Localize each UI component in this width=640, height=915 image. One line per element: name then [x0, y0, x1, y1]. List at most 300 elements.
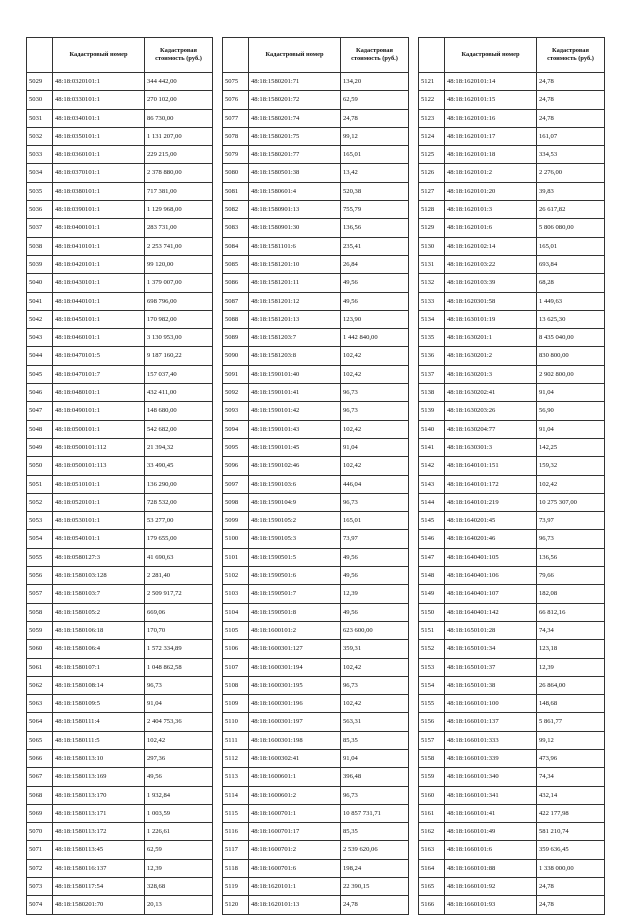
table-row [27, 292, 213, 310]
cadastral-value: 9 187 160,22 [145, 347, 213, 365]
row-number: 5114 [223, 786, 249, 804]
table-row [27, 640, 213, 658]
table-row [27, 402, 213, 420]
cadastral-value: 520,38 [341, 182, 409, 200]
table-row [223, 164, 409, 182]
row-number: 5095 [223, 438, 249, 456]
table-row [27, 859, 213, 877]
table-row [419, 768, 605, 786]
row-number: 5044 [27, 347, 53, 365]
cadastral-value: 12,39 [145, 859, 213, 877]
row-number: 5030 [27, 91, 53, 109]
table-row [419, 493, 605, 511]
table-row [419, 237, 605, 255]
table-row [27, 73, 213, 91]
cadastral-value: 96,73 [341, 786, 409, 804]
cadastral-number: 48:18:1580106:18 [53, 621, 145, 639]
cadastral-value: 830 800,00 [537, 347, 605, 365]
cadastral-number: 48:18:1581201:11 [249, 274, 341, 292]
cadastral-value: 717 381,00 [145, 182, 213, 200]
table-row [223, 658, 409, 676]
row-number: 5072 [27, 859, 53, 877]
table-row [223, 804, 409, 822]
cadastral-number: 48:18:1620101:13 [249, 896, 341, 914]
table-row [419, 695, 605, 713]
cadastral-value: 198,24 [341, 859, 409, 877]
row-number: 5144 [419, 493, 445, 511]
cadastral-number: 48:18:0510101:1 [53, 475, 145, 493]
row-number: 5039 [27, 255, 53, 273]
row-number: 5075 [223, 73, 249, 91]
table-row [27, 695, 213, 713]
cadastral-number: 48:18:1620103:39 [445, 274, 537, 292]
header-cadastral-number: Кадастровый номер [445, 38, 537, 73]
header-cadastral-number: Кадастровый номер [249, 38, 341, 73]
cadastral-number: 48:18:1581101:6 [249, 237, 341, 255]
cadastral-value: 359,31 [341, 640, 409, 658]
table-row [419, 292, 605, 310]
header-cadastral-value: Кадастровая стоимость (руб.) [145, 38, 213, 73]
table-row [27, 182, 213, 200]
table-header-row [419, 38, 605, 73]
cadastral-number: 48:18:1580113:169 [53, 768, 145, 786]
cadastral-value: 432,14 [537, 786, 605, 804]
cadastral-number: 48:18:1630204:77 [445, 420, 537, 438]
cadastral-number: 48:18:1620101:20 [445, 182, 537, 200]
row-number: 5067 [27, 768, 53, 786]
cadastral-value: 91,04 [341, 438, 409, 456]
row-number: 5147 [419, 548, 445, 566]
table-row [223, 475, 409, 493]
cadastral-number: 48:18:1590102:46 [249, 457, 341, 475]
cadastral-value: 102,42 [341, 365, 409, 383]
cadastral-number: 48:18:1620101:6 [445, 219, 537, 237]
row-number: 5102 [223, 567, 249, 585]
cadastral-number: 48:18:1581201:12 [249, 292, 341, 310]
cadastral-value: 5 806 080,00 [537, 219, 605, 237]
cadastral-number: 48:18:0400101:1 [53, 219, 145, 237]
row-number: 5150 [419, 603, 445, 621]
table-row [419, 713, 605, 731]
row-number: 5117 [223, 841, 249, 859]
row-number: 5079 [223, 146, 249, 164]
cadastral-value: 1 003,59 [145, 804, 213, 822]
cadastral-number: 48:18:1581201:10 [249, 255, 341, 273]
table-row [419, 585, 605, 603]
cadastral-number: 48:18:0440101:1 [53, 292, 145, 310]
table-row [419, 603, 605, 621]
cadastral-value: 170,70 [145, 621, 213, 639]
cadastral-value: 136,56 [537, 548, 605, 566]
table-row [223, 713, 409, 731]
cadastral-number: 48:18:1660101:137 [445, 713, 537, 731]
table-row [27, 146, 213, 164]
cadastral-number: 48:18:1580601:4 [249, 182, 341, 200]
cadastral-value: 68,28 [537, 274, 605, 292]
cadastral-number: 48:18:1600701:6 [249, 859, 341, 877]
cadastral-number: 48:18:1660101:41 [445, 804, 537, 822]
cadastral-number: 48:18:1630201:3 [445, 365, 537, 383]
table-row [223, 786, 409, 804]
table-row [419, 676, 605, 694]
table-row [223, 457, 409, 475]
row-number: 5134 [419, 310, 445, 328]
cadastral-value: 96,73 [537, 530, 605, 548]
cadastral-number: 48:18:1620101:18 [445, 146, 537, 164]
table-row [27, 237, 213, 255]
row-number: 5057 [27, 585, 53, 603]
cadastral-value: 159,32 [537, 457, 605, 475]
row-number: 5159 [419, 768, 445, 786]
cadastral-number: 48:18:1581203:8 [249, 347, 341, 365]
cadastral-value: 20,13 [145, 896, 213, 914]
cadastral-number: 48:18:1580113:45 [53, 841, 145, 859]
table-row [223, 73, 409, 91]
row-number: 5153 [419, 658, 445, 676]
cadastral-number: 48:18:0500101:112 [53, 438, 145, 456]
cadastral-value: 13,42 [341, 164, 409, 182]
cadastral-number: 48:18:1580113:172 [53, 823, 145, 841]
row-number: 5085 [223, 255, 249, 273]
row-number: 5059 [27, 621, 53, 639]
cadastral-value: 24,78 [537, 896, 605, 914]
cadastral-value: 229 215,00 [145, 146, 213, 164]
cadastral-value: 359 636,45 [537, 841, 605, 859]
cadastral-value: 24,78 [537, 878, 605, 896]
cadastral-value: 669,06 [145, 603, 213, 621]
cadastral-value: 2 539 620,06 [341, 841, 409, 859]
cadastral-value: 161,07 [537, 127, 605, 145]
table-row [419, 402, 605, 420]
header-row-number [419, 38, 445, 73]
row-number: 5064 [27, 713, 53, 731]
cadastral-number: 48:18:1660101:100 [445, 695, 537, 713]
cadastral-number: 48:18:1600301:198 [249, 731, 341, 749]
row-number: 5162 [419, 823, 445, 841]
cadastral-value: 157 037,40 [145, 365, 213, 383]
cadastral-value: 1 129 968,00 [145, 201, 213, 219]
table-row [223, 438, 409, 456]
cadastral-number: 48:18:0420101:1 [53, 255, 145, 273]
cadastral-value: 344 442,00 [145, 73, 213, 91]
cadastral-number: 48:18:1660101:6 [445, 841, 537, 859]
table-row [419, 201, 605, 219]
cadastral-number: 48:18:1660101:333 [445, 731, 537, 749]
row-number: 5166 [419, 896, 445, 914]
cadastral-number: 48:18:1580501:38 [249, 164, 341, 182]
row-number: 5128 [419, 201, 445, 219]
row-number: 5161 [419, 804, 445, 822]
cadastral-value: 10 275 307,00 [537, 493, 605, 511]
row-number: 5158 [419, 749, 445, 767]
cadastral-value: 26,84 [341, 255, 409, 273]
table-row [223, 201, 409, 219]
table-row [419, 731, 605, 749]
cadastral-value: 123,18 [537, 640, 605, 658]
row-number: 5106 [223, 640, 249, 658]
cadastral-value: 698 796,00 [145, 292, 213, 310]
cadastral-number: 48:18:1600301:127 [249, 640, 341, 658]
table-row [27, 804, 213, 822]
table-row [27, 841, 213, 859]
cadastral-value: 12,39 [537, 658, 605, 676]
cadastral-number: 48:18:0330101:1 [53, 91, 145, 109]
row-number: 5081 [223, 182, 249, 200]
cadastral-number: 48:18:0450101:1 [53, 310, 145, 328]
row-number: 5107 [223, 658, 249, 676]
cadastral-value: 235,41 [341, 237, 409, 255]
cadastral-value: 148 680,00 [145, 402, 213, 420]
cadastral-value: 49,56 [341, 292, 409, 310]
table-row [419, 384, 605, 402]
cadastral-value: 85,35 [341, 731, 409, 749]
table-row [223, 896, 409, 914]
cadastral-value: 1 572 334,89 [145, 640, 213, 658]
row-number: 5074 [27, 896, 53, 914]
cadastral-number: 48:18:1581201:13 [249, 310, 341, 328]
cadastral-number: 48:18:1581203:7 [249, 329, 341, 347]
row-number: 5063 [27, 695, 53, 713]
cadastral-value: 96,73 [341, 384, 409, 402]
cadastral-number: 48:18:1580201:72 [249, 91, 341, 109]
cadastral-value: 74,34 [537, 768, 605, 786]
cadastral-value: 102,42 [341, 457, 409, 475]
cadastral-number: 48:18:0370101:1 [53, 164, 145, 182]
row-number: 5094 [223, 420, 249, 438]
cadastral-number: 48:18:1630201:2 [445, 347, 537, 365]
cadastral-number: 48:18:1580105:2 [53, 603, 145, 621]
table-row [223, 878, 409, 896]
cadastral-number: 48:18:1660101:341 [445, 786, 537, 804]
cadastral-value: 39,83 [537, 182, 605, 200]
cadastral-number: 48:18:1630203:26 [445, 402, 537, 420]
cadastral-number: 48:18:1630202:41 [445, 384, 537, 402]
row-number: 5071 [27, 841, 53, 859]
cadastral-value: 96,73 [145, 676, 213, 694]
row-number: 5043 [27, 329, 53, 347]
row-number: 5143 [419, 475, 445, 493]
table-row [27, 310, 213, 328]
cadastral-value: 2 253 741,00 [145, 237, 213, 255]
row-number: 5124 [419, 127, 445, 145]
cadastral-number: 48:18:1620102:14 [445, 237, 537, 255]
cadastral-value: 170 982,00 [145, 310, 213, 328]
row-number: 5123 [419, 109, 445, 127]
cadastral-number: 48:18:1600301:196 [249, 695, 341, 713]
row-number: 5100 [223, 530, 249, 548]
row-number: 5109 [223, 695, 249, 713]
cadastral-number: 48:18:0530101:1 [53, 512, 145, 530]
row-number: 5076 [223, 91, 249, 109]
cadastral-value: 728 532,00 [145, 493, 213, 511]
table-row [419, 804, 605, 822]
table-row [27, 603, 213, 621]
cadastral-number: 48:18:1620101:2 [445, 164, 537, 182]
cadastral-value: 2 378 880,00 [145, 164, 213, 182]
table-row [419, 91, 605, 109]
row-number: 5133 [419, 292, 445, 310]
cadastral-value: 86 730,00 [145, 109, 213, 127]
cadastral-number: 48:18:1590501:6 [249, 567, 341, 585]
table-row [27, 530, 213, 548]
cadastral-value: 5 861,77 [537, 713, 605, 731]
cadastral-value: 8 435 040,00 [537, 329, 605, 347]
row-number: 5140 [419, 420, 445, 438]
cadastral-number: 48:18:1580111:5 [53, 731, 145, 749]
table-row [27, 768, 213, 786]
cadastral-value: 136 290,00 [145, 475, 213, 493]
cadastral-value: 102,42 [341, 420, 409, 438]
cadastral-number: 48:18:1580107:1 [53, 658, 145, 676]
cadastral-value: 563,31 [341, 713, 409, 731]
cadastral-number: 48:18:0390101:1 [53, 201, 145, 219]
cadastral-number: 48:18:1640401:106 [445, 567, 537, 585]
cadastral-number: 48:18:1650101:28 [445, 621, 537, 639]
table-row [223, 146, 409, 164]
row-number: 5065 [27, 731, 53, 749]
row-number: 5105 [223, 621, 249, 639]
cadastral-value: 1 131 207,00 [145, 127, 213, 145]
table-row [223, 695, 409, 713]
cadastral-number: 48:18:1630101:19 [445, 310, 537, 328]
document-page [26, 37, 620, 909]
cadastral-number: 48:18:1660101:49 [445, 823, 537, 841]
row-number: 5103 [223, 585, 249, 603]
table-header-row [27, 38, 213, 73]
table-row [223, 621, 409, 639]
cadastral-value: 2 281,40 [145, 567, 213, 585]
table-row [223, 640, 409, 658]
row-number: 5097 [223, 475, 249, 493]
row-number: 5165 [419, 878, 445, 896]
cadastral-number: 48:18:1600302:41 [249, 749, 341, 767]
row-number: 5066 [27, 749, 53, 767]
row-number: 5152 [419, 640, 445, 658]
cadastral-number: 48:18:1590501:5 [249, 548, 341, 566]
cadastral-value: 1 226,61 [145, 823, 213, 841]
table-row [223, 127, 409, 145]
cadastral-value: 62,59 [145, 841, 213, 859]
cadastral-number: 48:18:1630301:3 [445, 438, 537, 456]
cadastral-number: 48:18:1590103:6 [249, 475, 341, 493]
table-row [419, 786, 605, 804]
cadastral-value: 99,12 [537, 731, 605, 749]
table-row [223, 420, 409, 438]
cadastral-value: 270 102,00 [145, 91, 213, 109]
table-row [27, 621, 213, 639]
cadastral-number: 48:18:1590105:3 [249, 530, 341, 548]
table-row [223, 859, 409, 877]
table-row [27, 164, 213, 182]
row-number: 5045 [27, 365, 53, 383]
cadastral-value: 49,56 [341, 567, 409, 585]
row-number: 5135 [419, 329, 445, 347]
table-row [27, 567, 213, 585]
table-row [419, 841, 605, 859]
cadastral-number: 48:18:0500101:113 [53, 457, 145, 475]
table-row [223, 567, 409, 585]
cadastral-value: 73,97 [341, 530, 409, 548]
table-column-3 [418, 37, 605, 915]
row-number: 5082 [223, 201, 249, 219]
row-number: 5068 [27, 786, 53, 804]
cadastral-number: 48:18:0430101:1 [53, 274, 145, 292]
cadastral-number: 48:18:0380101:1 [53, 182, 145, 200]
cadastral-number: 48:18:1580103:7 [53, 585, 145, 603]
row-number: 5073 [27, 878, 53, 896]
cadastral-value: 102,42 [145, 731, 213, 749]
row-number: 5132 [419, 274, 445, 292]
cadastral-number: 48:18:1640401:142 [445, 603, 537, 621]
table-row [419, 127, 605, 145]
cadastral-number: 48:18:0360101:1 [53, 146, 145, 164]
table-column-1 [26, 37, 213, 915]
table-row [419, 329, 605, 347]
table-row [223, 841, 409, 859]
table-row [27, 658, 213, 676]
row-number: 5040 [27, 274, 53, 292]
cadastral-number: 48:18:0500101:1 [53, 420, 145, 438]
cadastral-number: 48:18:1640101:151 [445, 457, 537, 475]
row-number: 5163 [419, 841, 445, 859]
row-number: 5121 [419, 73, 445, 91]
table-row [27, 365, 213, 383]
row-number: 5053 [27, 512, 53, 530]
row-number: 5104 [223, 603, 249, 621]
table-row [27, 329, 213, 347]
table-row [27, 896, 213, 914]
row-number: 5042 [27, 310, 53, 328]
cadastral-value: 1 379 007,00 [145, 274, 213, 292]
cadastral-value: 66 812,16 [537, 603, 605, 621]
table-row [419, 347, 605, 365]
row-number: 5062 [27, 676, 53, 694]
cadastral-number: 48:18:0410101:1 [53, 237, 145, 255]
cadastral-value: 96,73 [341, 402, 409, 420]
table-row [223, 182, 409, 200]
cadastral-value: 56,90 [537, 402, 605, 420]
cadastral-value: 1 442 840,00 [341, 329, 409, 347]
cadastral-number: 48:18:1600101:2 [249, 621, 341, 639]
table-row [27, 512, 213, 530]
table-row [223, 255, 409, 273]
cadastral-value: 297,36 [145, 749, 213, 767]
row-number: 5070 [27, 823, 53, 841]
table-row [27, 585, 213, 603]
cadastral-number: 48:18:1600601:2 [249, 786, 341, 804]
cadastral-number: 48:18:1580113:10 [53, 749, 145, 767]
table-row [419, 896, 605, 914]
cadastral-value: 49,56 [341, 603, 409, 621]
cadastral-number: 48:18:1580108:14 [53, 676, 145, 694]
table-row [27, 713, 213, 731]
table-row [419, 548, 605, 566]
row-number: 5034 [27, 164, 53, 182]
row-number: 5087 [223, 292, 249, 310]
row-number: 5088 [223, 310, 249, 328]
table-row [419, 475, 605, 493]
cadastral-value: 473,96 [537, 749, 605, 767]
table-row [27, 384, 213, 402]
row-number: 5050 [27, 457, 53, 475]
cadastral-number: 48:18:1590101:45 [249, 438, 341, 456]
table-row [27, 457, 213, 475]
cadastral-value: 693,84 [537, 255, 605, 273]
row-number: 5037 [27, 219, 53, 237]
cadastral-table [418, 37, 605, 915]
row-number: 5111 [223, 731, 249, 749]
cadastral-value: 41 690,63 [145, 548, 213, 566]
